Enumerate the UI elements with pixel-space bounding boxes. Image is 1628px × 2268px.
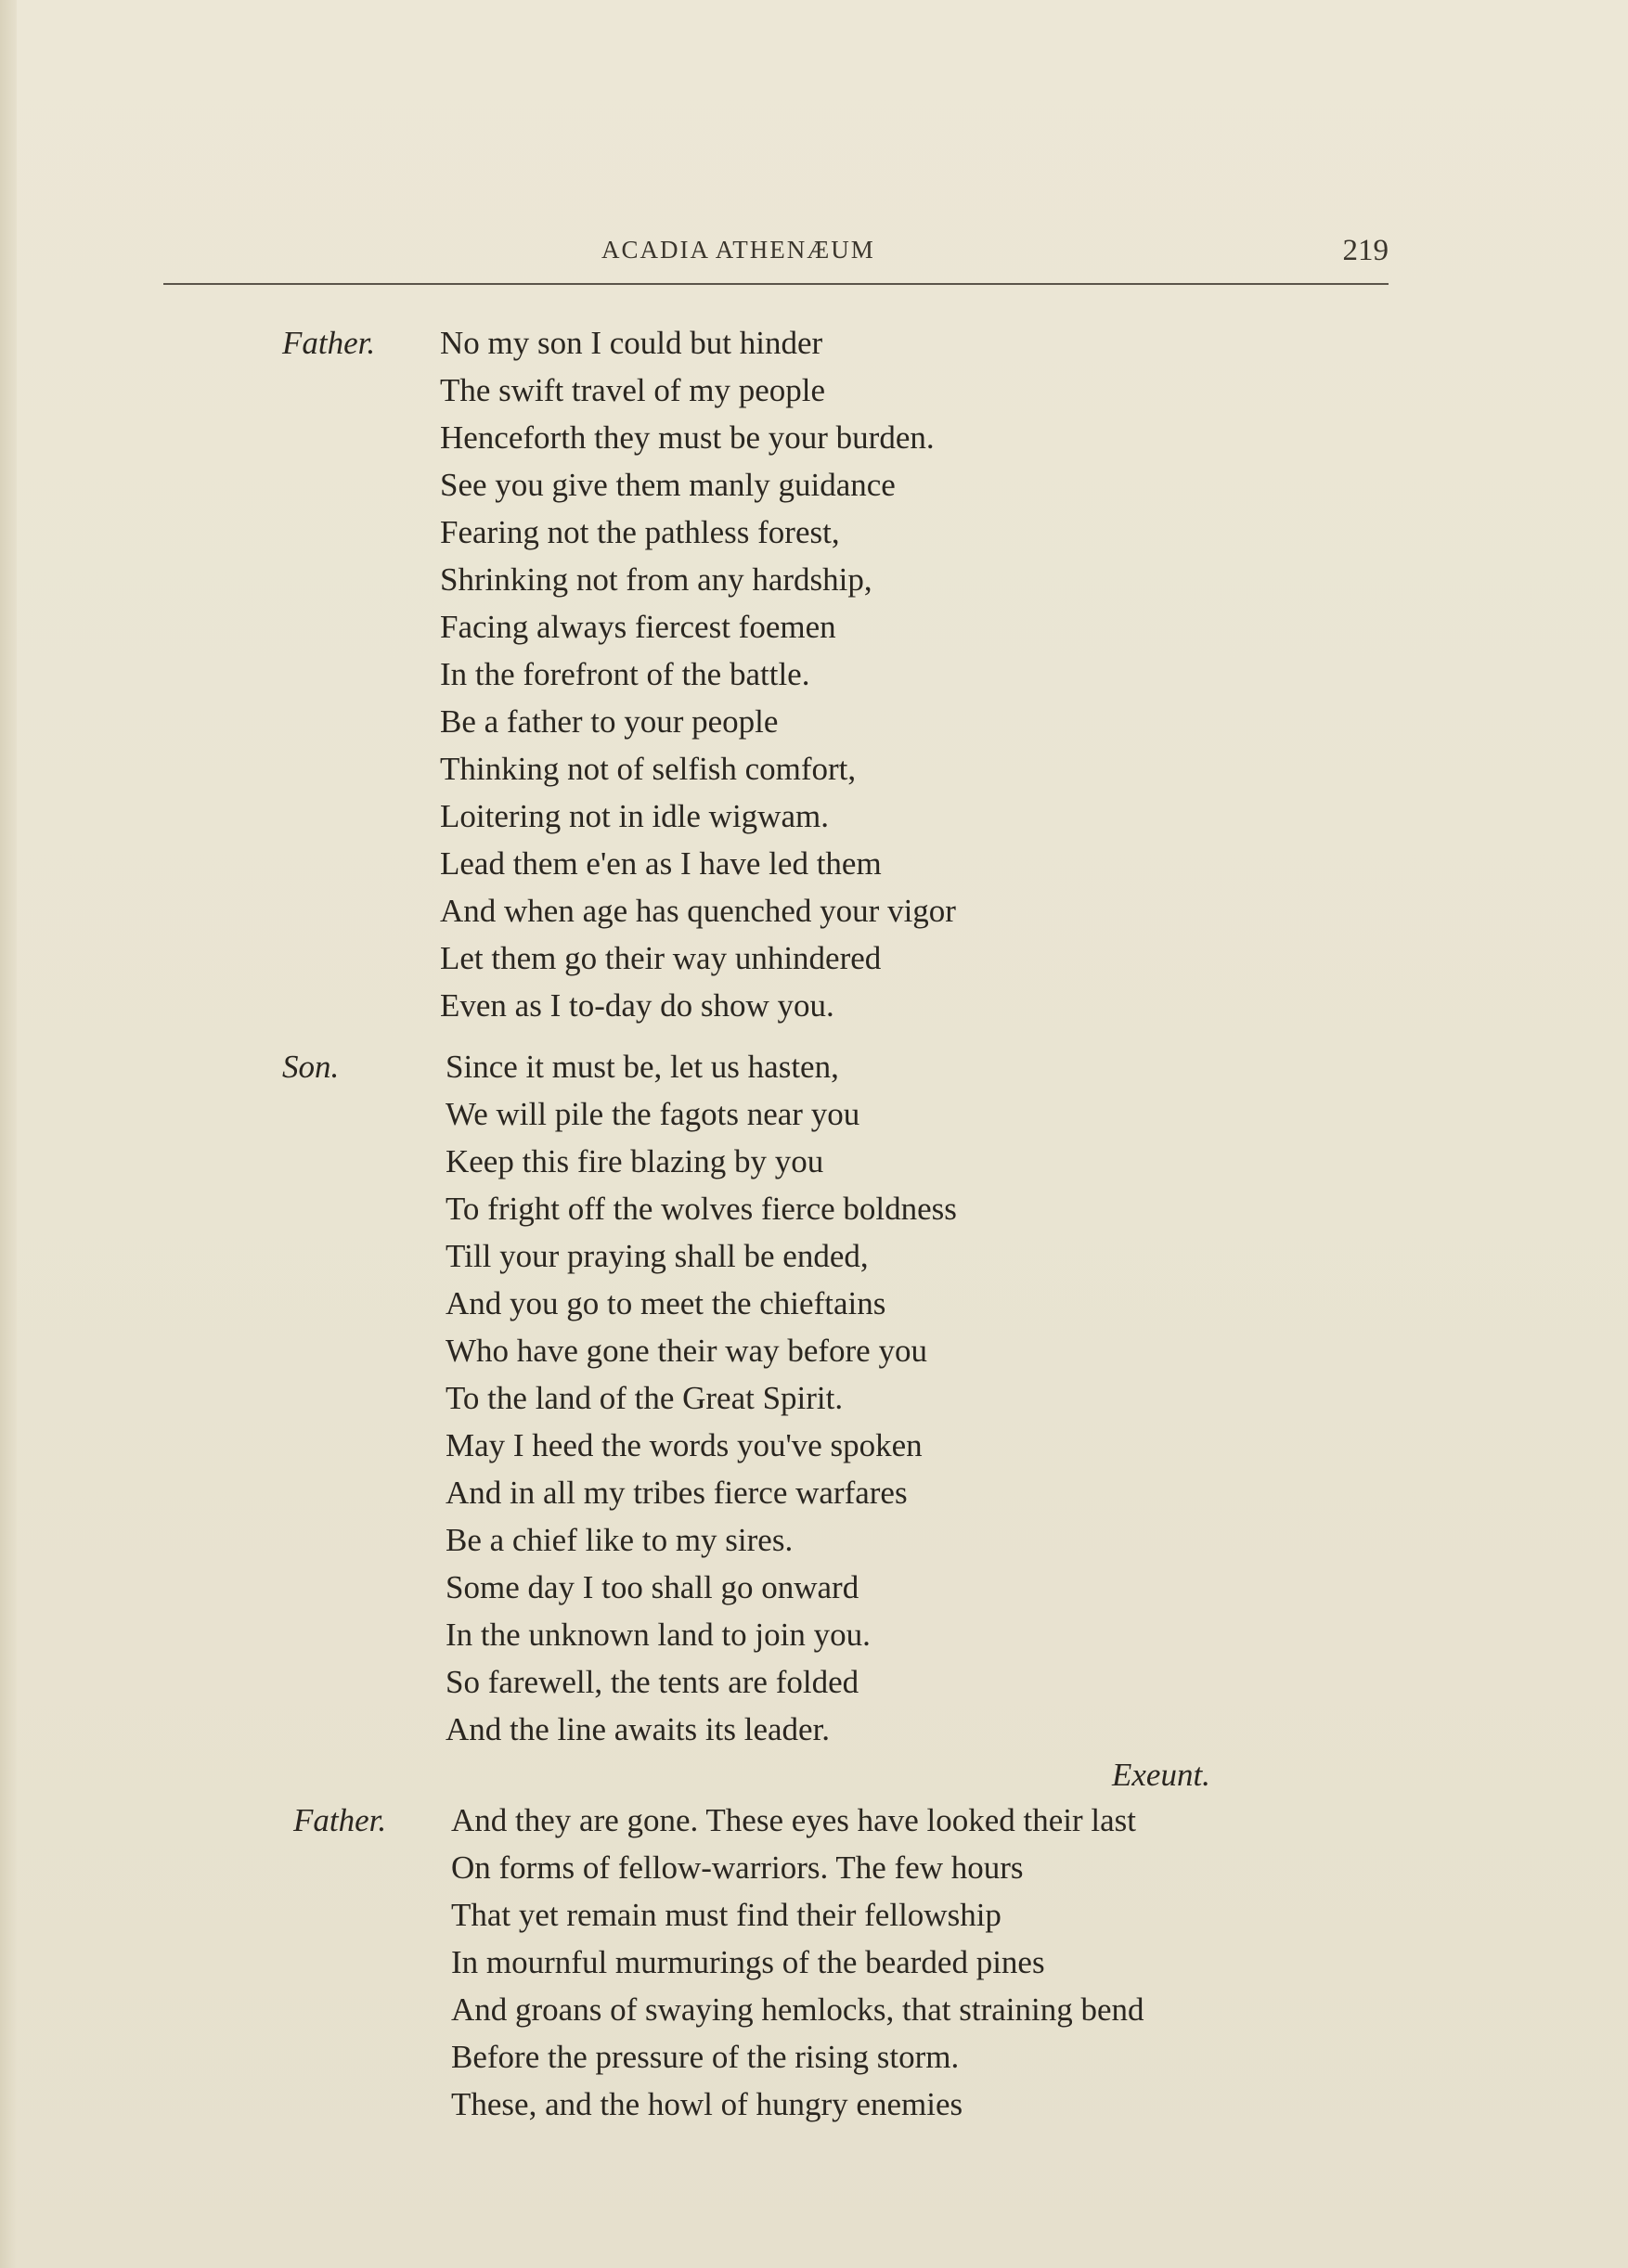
verse-line: Some day I too shall go onward [446,1569,859,1605]
journal-title: ACADIA ATHENÆUM [601,236,875,264]
verse-line: See you give them manly guidance [440,467,896,503]
verse-line: Before the pressure of the rising storm. [451,2039,960,2075]
verse-line: Thinking not of selfish comfort, [440,751,857,787]
verse-line: Since it must be, let us hasten, [446,1049,839,1085]
verse-line: Even as I to-day do show you. [440,987,834,1024]
stage-direction: Exeunt. [1112,1757,1210,1793]
speaker-label: Father. [282,325,376,361]
verse-line: And you go to meet the chieftains [446,1285,886,1321]
verse-line: And they are gone. These eyes have looked their last [451,1802,1136,1838]
page-edge [0,0,17,2268]
verse-line: That yet remain must find their fellowship [451,1897,1001,1933]
verse-line: Be a chief like to my sires. [446,1522,794,1558]
verse-line: We will pile the fagots near you [446,1096,860,1132]
verse-line: To the land of the Great Spirit. [446,1380,844,1416]
verse-line: And in all my tribes fierce warfares [446,1475,908,1511]
verse-line: In the forefront of the battle. [440,656,810,692]
verse-line: Let them go their way unhindered [440,940,882,976]
verse-line: These, and the howl of hungry enemies [451,2086,963,2122]
verse-line: In mournful murmurings of the bearded pines [451,1944,1045,1980]
verse-line: Facing always fiercest foemen [440,609,836,645]
verse-line: Henceforth they must be your burden. [440,419,935,456]
verse-line: Loitering not in idle wigwam. [440,798,829,834]
verse-line: And when age has quenched your vigor [440,893,956,929]
verse-line: Keep this fire blazing by you [446,1143,824,1179]
verse-line: Till your praying shall be ended, [446,1238,869,1274]
page-number: 219 [1342,234,1389,267]
verse-line: May I heed the words you've spoken [446,1427,923,1463]
verse-line: So farewell, the tents are folded [446,1664,859,1700]
verse-line: Lead them e'en as I have led them [440,845,882,882]
verse-line: On forms of fellow-warriors. The few hours [451,1849,1024,1886]
verse-line: The swift travel of my people [440,372,826,408]
verse-line: Who have gone their way before you [446,1333,927,1369]
verse-line: Fearing not the pathless forest, [440,514,840,550]
verse-line: Shrinking not from any hardship, [440,561,872,598]
header-rule [163,283,1389,285]
verse-line: To fright off the wolves fierce boldness [446,1191,957,1227]
speaker-label: Son. [282,1049,340,1085]
verse-line: Be a father to your people [440,703,779,740]
verse-line: And the line awaits its leader. [446,1711,831,1747]
speaker-label: Father. [293,1802,387,1838]
verse-line: And groans of swaying hemlocks, that straining bend [451,1991,1144,2028]
verse-line: No my son I could but hinder [440,325,823,361]
running-header [163,236,1389,273]
verse-line: In the unknown land to join you. [446,1617,871,1653]
